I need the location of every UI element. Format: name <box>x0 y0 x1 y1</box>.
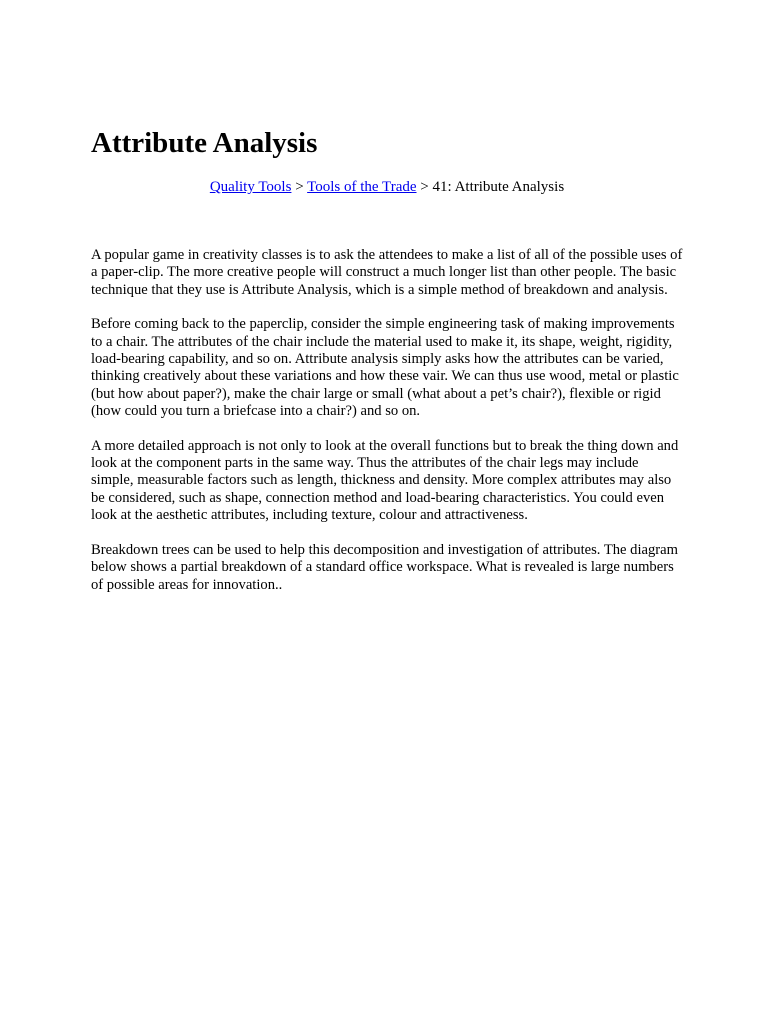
paragraph-chair-example: Before coming back to the paperclip, consider the simple engineering task of making improvements to a chair. The attributes of the chair include the material used to make it, its shape, weight, rigidity, load-bearing capability, and so on. Attribute analysis simply asks how the attributes can be varied, thinking creatively about these variations and how these vair. We can thus use wood, metal or plastic (but how about paper?), make the chair large or small (what about a pet’s chair?), flexible or rigid (how could you turn a briefcase into a chair?) and so on. <box>91 316 679 420</box>
document-page <box>91 124 683 611</box>
breadcrumb <box>91 178 683 196</box>
breadcrumb-link-quality-tools[interactable]: Quality Tools <box>209 179 292 195</box>
article-body <box>91 247 683 594</box>
paragraph-intro: A popular game in creativity classes is to ask the attendees to make a list of all of the possible uses of a paper-clip. The more creative people will construct a much longer list than other people. The basic technique that they use is Attribute Analysis, which is a simple method of breakdown and analysis. <box>91 247 683 298</box>
page-title: Attribute Analysis <box>91 127 318 159</box>
paragraph-detailed-approach: A more detailed approach is not only to look at the overall functions but to break the thing down and look at the component parts in the same way. Thus the attributes of the chair legs may include simple, measurable factors such as length, thickness and density. More complex attributes may also be considered, such as shape, connection method and load-bearing characteristics. You could even look at the aesthetic attributes, including texture, colour and attractiveness. <box>91 437 679 524</box>
breadcrumb-current: 41: Attribute Analysis <box>432 179 565 195</box>
breadcrumb-link-tools-of-the-trade[interactable]: Tools of the Trade <box>307 179 417 195</box>
paragraph-breakdown-trees: Breakdown trees can be used to help this decomposition and investigation of attributes. The diagram below shows a partial breakdown of a standard office workspace. What is revealed is large numbers of possible areas for innovation.. <box>91 541 678 593</box>
breadcrumb-separator: > <box>291 179 308 195</box>
breadcrumb-separator: > <box>416 179 433 195</box>
